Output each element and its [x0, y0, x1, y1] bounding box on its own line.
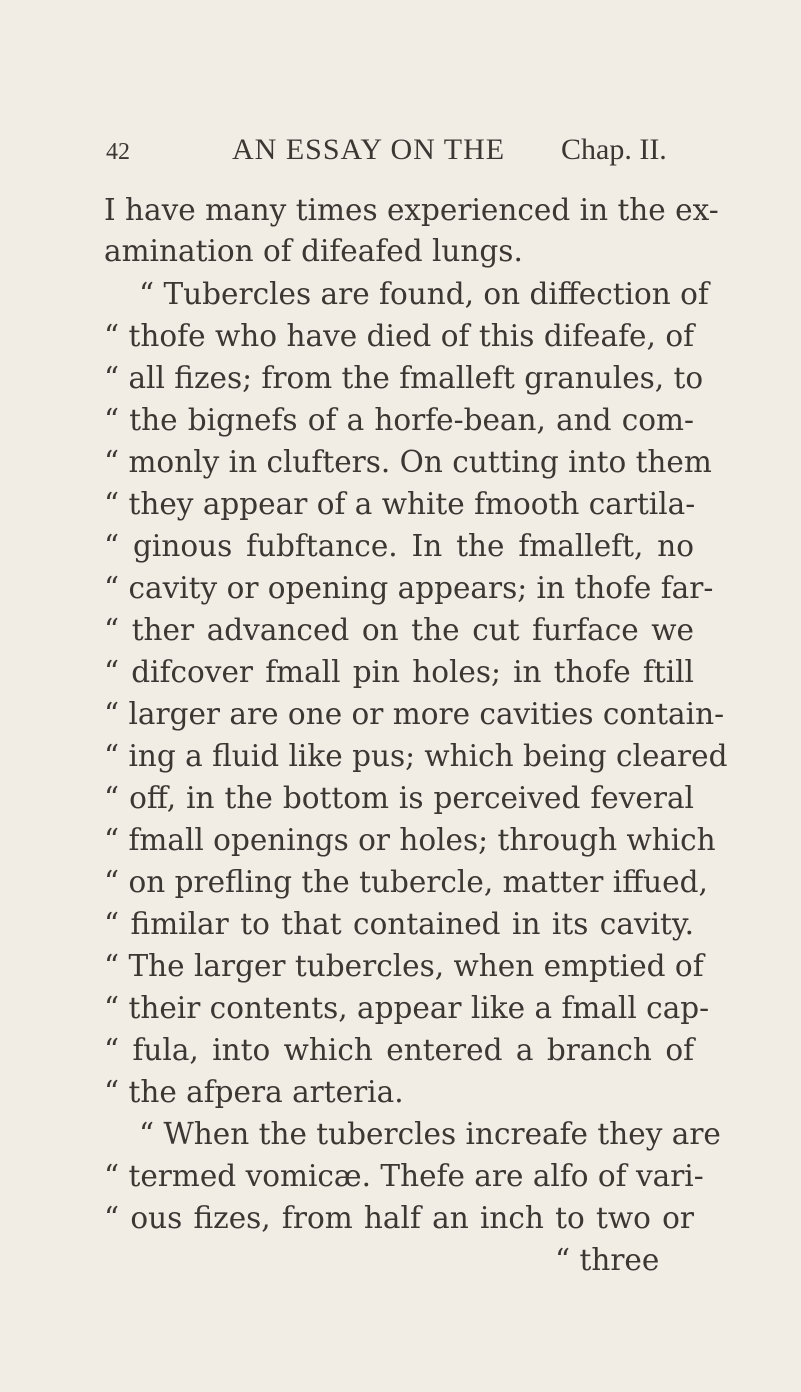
text-line: “ fula, into which entered a branch of: [104, 1033, 694, 1067]
text-line: “ cavity or opening appears; in thofe far-: [104, 571, 714, 605]
text-line: “ monly in clufters. On cutting into them: [104, 445, 712, 479]
text-line: “ The larger tubercles, when emptied of: [104, 949, 704, 983]
chapter-label: Chap. II.: [561, 133, 667, 166]
text-line: “ ther advanced on the cut furface we: [104, 613, 694, 647]
page-number: 42: [106, 139, 130, 165]
catchword: “ three: [555, 1243, 660, 1277]
text-line: “ the afpera arteria.: [104, 1075, 404, 1109]
text-line: “ Tubercles are found, on diffection of: [139, 277, 709, 311]
text-line: “ When the tubercles increafe they are: [139, 1117, 721, 1151]
text-line: “ thofe who have died of this difeafe, of: [104, 319, 694, 353]
text-line: “ their contents, appear like a fmall cap-: [104, 991, 710, 1025]
text-line: “ all fizes; from the fmalleft granules, to: [104, 361, 704, 395]
text-line: “ ing a fluid like pus; which being cleared: [104, 739, 728, 773]
text-line: “ they appear of a white fmooth cartila-: [104, 487, 696, 521]
running-header: [0, 133, 801, 179]
text-line: “ on prefling the tubercle, matter iffued,: [104, 865, 708, 899]
text-line: “ ous fizes, from half an inch to two or: [104, 1201, 694, 1235]
text-line: “ difcover fmall pin holes; in thofe ftill: [104, 655, 694, 689]
running-title: AN ESSAY ON THE: [232, 133, 506, 166]
text-line: “ termed vomicæ. Thefe are alfo of vari-: [104, 1159, 704, 1193]
text-line: amination of difeafed lungs.: [104, 234, 523, 268]
text-line: “ ginous fubftance. In the fmalleft, no: [104, 529, 694, 563]
text-line: I have many times experienced in the ex-: [104, 193, 719, 227]
text-line: “ fimilar to that contained in its cavity.: [104, 907, 694, 941]
text-line: “ the bignefs of a horfe-bean, and com-: [104, 403, 694, 437]
text-line: “ off, in the bottom is perceived feveral: [104, 781, 694, 815]
text-line: “ fmall openings or holes; through which: [104, 823, 716, 857]
text-line: “ larger are one or more cavities contain-: [104, 697, 725, 731]
